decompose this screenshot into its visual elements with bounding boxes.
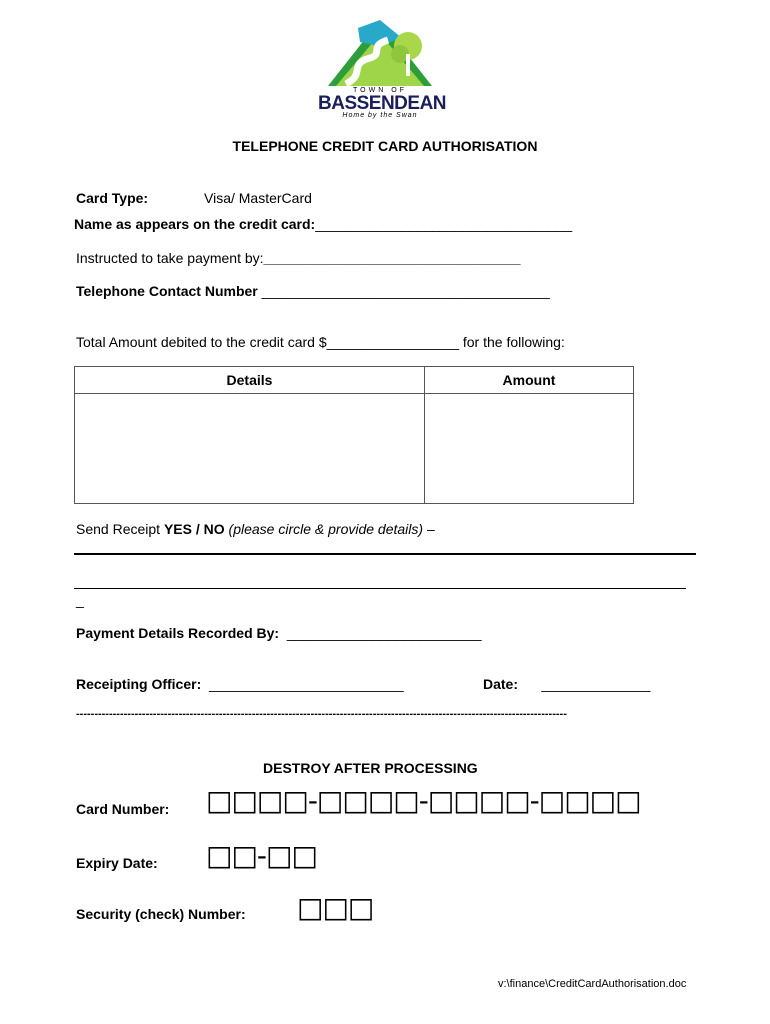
- payment-recorded-row[interactable]: [76, 625, 482, 641]
- receipt-extra-line: _: [76, 592, 84, 608]
- cut-line: --------------------------------------------------------------------------------------------------------------------------------------: [76, 708, 567, 720]
- form-title: TELEPHONE CREDIT CARD AUTHORISATION: [232, 138, 538, 154]
- card-number-label: Card Number:: [76, 801, 170, 817]
- date-row[interactable]: [483, 676, 650, 692]
- table-row[interactable]: [75, 394, 634, 504]
- date-blank[interactable]: ______________: [541, 676, 651, 692]
- town-logo: [318, 16, 447, 120]
- total-amount-suffix: for the following:: [458, 334, 565, 350]
- details-table: [74, 366, 634, 504]
- total-amount-row[interactable]: [76, 334, 565, 350]
- receipting-officer-blank[interactable]: _________________________: [209, 676, 404, 692]
- telephone-label: Telephone Contact Number: [76, 283, 258, 299]
- logo-name: BASSENDEAN: [318, 93, 447, 114]
- receipting-officer-row[interactable]: [76, 676, 404, 692]
- security-number-label: Security (check) Number:: [76, 906, 246, 922]
- logo-town-of: TOWN OF: [353, 87, 407, 94]
- details-header: Details: [75, 367, 425, 394]
- send-receipt-row: [76, 521, 435, 537]
- destroy-notice: DESTROY AFTER PROCESSING: [263, 760, 478, 776]
- name-on-card-blank[interactable]: _________________________________: [315, 216, 573, 232]
- name-on-card-label: Name as appears on the credit card:: [74, 216, 316, 232]
- instructed-by-blank[interactable]: _________________________________: [263, 250, 521, 266]
- send-receipt-note: (please circle & provide details): [228, 521, 424, 537]
- logo-tagline: Home by the Swan: [342, 112, 418, 119]
- receipting-officer-label: Receipting Officer:: [76, 676, 202, 692]
- telephone-row[interactable]: [76, 283, 550, 299]
- send-receipt-prefix: Send Receipt: [76, 521, 164, 537]
- payment-recorded-label: Payment Details Recorded By:: [76, 625, 280, 641]
- total-amount-label: Total Amount debited to the credit card $: [76, 334, 327, 350]
- send-receipt-options[interactable]: YES / NO: [163, 521, 225, 537]
- send-receipt-dash: –: [423, 521, 435, 537]
- receipt-details-line[interactable]: [74, 553, 696, 555]
- payment-recorded-blank[interactable]: _________________________: [286, 625, 482, 641]
- details-cell[interactable]: [75, 394, 425, 504]
- telephone-blank[interactable]: _____________________________________: [261, 283, 550, 299]
- date-label: Date:: [483, 676, 519, 692]
- expiry-date-label: Expiry Date:: [76, 855, 158, 871]
- logo-emblem-icon: [318, 16, 442, 88]
- card-type-value: Visa/ MasterCard: [204, 190, 312, 206]
- security-number-boxes[interactable]: □□□: [297, 891, 374, 924]
- footer-file-path: v:\finance\CreditCardAuthorisation.doc: [498, 978, 687, 990]
- receipt-details-line-2[interactable]: [74, 588, 686, 589]
- card-number-boxes[interactable]: □□□□-□□□□-□□□□-□□□□: [206, 784, 641, 817]
- expiry-date-boxes[interactable]: □□-□□: [206, 839, 317, 872]
- total-amount-blank[interactable]: _________________: [326, 334, 459, 350]
- amount-header: Amount: [425, 367, 634, 394]
- instructed-by-label: Instructed to take payment by:: [76, 250, 264, 266]
- card-type-label: Card Type:: [76, 190, 149, 206]
- name-on-card-row[interactable]: [74, 216, 572, 232]
- instructed-by-row[interactable]: [76, 250, 521, 266]
- amount-cell[interactable]: [425, 394, 634, 504]
- table-header-row: [75, 367, 634, 394]
